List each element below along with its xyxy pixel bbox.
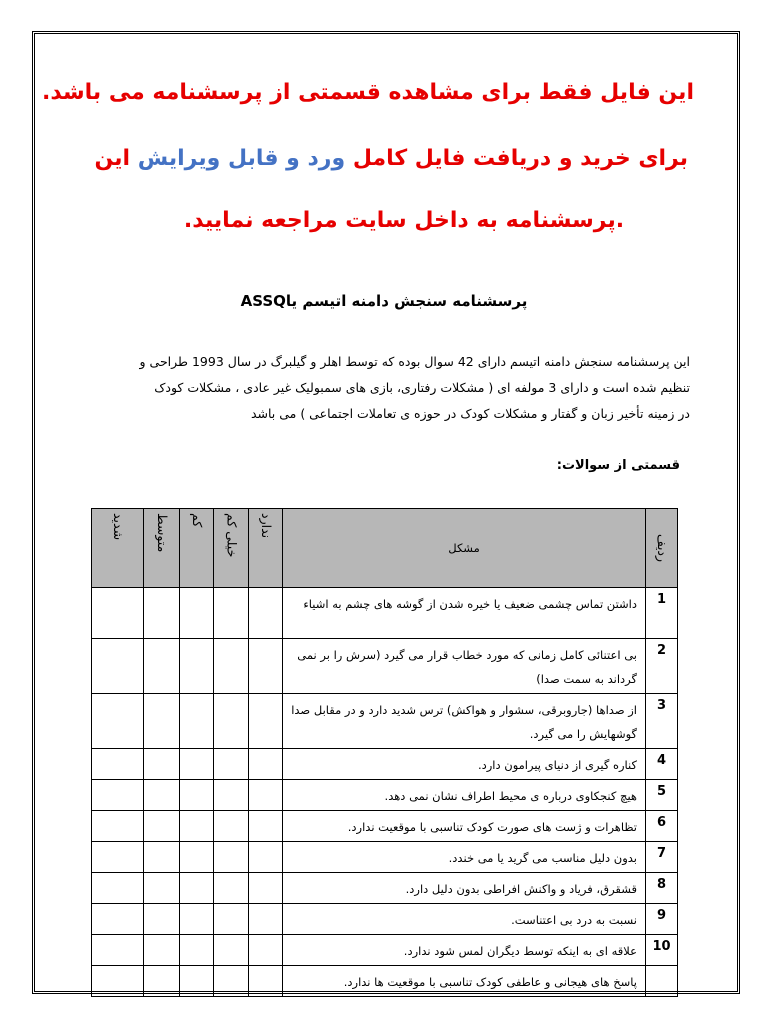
section-heading: قسمتی از سوالات:: [556, 458, 680, 473]
answer-cell-severe[interactable]: [92, 873, 144, 904]
answer-cell-very-low[interactable]: [214, 842, 249, 873]
table-row: [92, 588, 678, 639]
intro-line-2: تنظیم شده است و دارای 3 مولفه ای ( مشکلات رفتاری، بازی های سمبولیک غیر عادی ، مشکلات کودک: [154, 380, 690, 395]
answer-cell-very-low[interactable]: [214, 966, 249, 997]
row-number: 9: [646, 904, 678, 935]
header-problem-label: مشکل: [448, 541, 480, 555]
row-problem-text: نسبت به درد بی اعتناست.: [283, 904, 646, 935]
answer-cell-low[interactable]: [180, 873, 214, 904]
answer-cell-severe[interactable]: [92, 966, 144, 997]
header-very-low-label: خیلی کم: [224, 513, 240, 558]
table-row: [92, 904, 678, 935]
intro-line-3: در زمینه تأخیر زبان و گفتار و مشکلات کودک در حوزه ی تعاملات اجتماعی ) می باشد: [250, 406, 690, 421]
table-row: [92, 694, 678, 749]
answer-cell-none[interactable]: [249, 873, 283, 904]
table-row: [92, 811, 678, 842]
answer-cell-none[interactable]: [249, 639, 283, 694]
row-number: 5: [646, 780, 678, 811]
intro-paragraph: [78, 349, 690, 427]
header-medium-label: متوسط: [154, 513, 170, 553]
answer-cell-very-low[interactable]: [214, 935, 249, 966]
answer-cell-medium[interactable]: [144, 873, 180, 904]
answer-cell-very-low[interactable]: [214, 694, 249, 749]
answer-cell-low[interactable]: [180, 749, 214, 780]
answer-cell-medium[interactable]: [144, 811, 180, 842]
answer-cell-none[interactable]: [249, 842, 283, 873]
answer-cell-medium[interactable]: [144, 639, 180, 694]
answer-cell-very-low[interactable]: [214, 588, 249, 639]
answer-cell-low[interactable]: [180, 935, 214, 966]
table-row: [92, 966, 678, 997]
banner-line-2-text-b: این: [94, 146, 131, 171]
header-none-label: ندارد: [258, 513, 274, 539]
row-number: 8: [646, 873, 678, 904]
table-header-row: [92, 509, 678, 588]
header-medium: [144, 509, 180, 588]
header-none: [249, 509, 283, 588]
header-row-number: [646, 509, 678, 588]
answer-cell-low[interactable]: [180, 639, 214, 694]
row-number: 7: [646, 842, 678, 873]
answer-cell-medium[interactable]: [144, 588, 180, 639]
answer-cell-none[interactable]: [249, 749, 283, 780]
row-problem-text: بی اعتنائی کامل زمانی که مورد خطاب قرار می گیرد (سرش را بر نمی گرداند به سمت صدا): [283, 639, 646, 694]
answer-cell-very-low[interactable]: [214, 904, 249, 935]
table-row: [92, 780, 678, 811]
answer-cell-none[interactable]: [249, 780, 283, 811]
row-problem-text: کناره گیری از دنیای پیرامون دارد.: [283, 749, 646, 780]
answer-cell-none[interactable]: [249, 935, 283, 966]
answer-cell-low[interactable]: [180, 588, 214, 639]
answer-cell-severe[interactable]: [92, 780, 144, 811]
banner-line-3: [40, 208, 728, 233]
row-problem-text: از صداها (جاروبرقی، سشوار و هواکش) ترس شدید دارد و در مقابل صدا گوشهایش را می گیرد.: [283, 694, 646, 749]
header-row-number-label: ردیف: [654, 534, 670, 563]
row-problem-text: علاقه ای به اینکه توسط دیگران لمس شود ندارد.: [283, 935, 646, 966]
document-title: پرسشنامه سنجش دامنه اتیسم یاASSQ: [240, 292, 528, 310]
answer-cell-medium[interactable]: [144, 749, 180, 780]
answer-cell-low[interactable]: [180, 842, 214, 873]
header-very-low: [214, 509, 249, 588]
row-problem-text: قشقرق، فریاد و واکنش افراطی بدون دلیل دارد.: [283, 873, 646, 904]
table-row: [92, 639, 678, 694]
header-severe-label: شدید: [110, 513, 126, 541]
answer-cell-medium[interactable]: [144, 780, 180, 811]
row-problem-text: پاسخ های هیجانی و عاطفی کودک تناسبی با موقعیت ها ندارد.: [283, 966, 646, 997]
answer-cell-severe[interactable]: [92, 694, 144, 749]
answer-cell-medium[interactable]: [144, 904, 180, 935]
row-problem-text: هیچ کنجکاوی درباره ی محیط اطراف نشان نمی دهد.: [283, 780, 646, 811]
answer-cell-none[interactable]: [249, 694, 283, 749]
answer-cell-medium[interactable]: [144, 842, 180, 873]
row-problem-text: تظاهرات و ژست های صورت کودک تناسبی با موقعیت ندارد.: [283, 811, 646, 842]
answer-cell-very-low[interactable]: [214, 780, 249, 811]
answer-cell-medium[interactable]: [144, 694, 180, 749]
answer-cell-very-low[interactable]: [214, 873, 249, 904]
banner-line-3-text: .پرسشنامه به داخل سایت مراجعه نمایید.: [183, 208, 625, 233]
answer-cell-medium[interactable]: [144, 966, 180, 997]
answer-cell-none[interactable]: [249, 811, 283, 842]
answer-cell-low[interactable]: [180, 780, 214, 811]
answer-cell-medium[interactable]: [144, 935, 180, 966]
header-problem: [283, 509, 646, 588]
row-number: 10: [646, 935, 678, 966]
answer-cell-none[interactable]: [249, 588, 283, 639]
answer-cell-low[interactable]: [180, 904, 214, 935]
header-severe: [92, 509, 144, 588]
table-row: [92, 873, 678, 904]
answer-cell-very-low[interactable]: [214, 811, 249, 842]
answer-cell-severe[interactable]: [92, 842, 144, 873]
intro-line-1: این پرسشنامه سنجش دامنه اتیسم دارای 42 سوال بوده که توسط اهلر و گیلبرگ در سال 1993 طراحی و: [139, 354, 690, 369]
row-number: [646, 966, 678, 997]
answer-cell-low[interactable]: [180, 811, 214, 842]
table-row: [92, 749, 678, 780]
header-low-label: کم: [189, 513, 205, 528]
answer-cell-severe[interactable]: [92, 904, 144, 935]
row-number: 3: [646, 694, 678, 749]
row-number: 1: [646, 588, 678, 639]
header-low: [180, 509, 214, 588]
table-row: [92, 935, 678, 966]
banner-highlight-word-editable: ورد و قابل ویرایش: [137, 146, 346, 171]
answer-cell-severe[interactable]: [92, 588, 144, 639]
banner-line-1-text: این فایل فقط برای مشاهده قسمتی از پرسشنامه می باشد.: [41, 80, 694, 105]
row-number: 6: [646, 811, 678, 842]
answer-cell-none[interactable]: [249, 904, 283, 935]
banner-line-2-text-a: برای خرید و دریافت فایل کامل: [352, 146, 688, 171]
answer-cell-severe[interactable]: [92, 811, 144, 842]
row-problem-text: داشتن تماس چشمی ضعیف یا خیره شدن از گوشه های چشم به اشیاء: [283, 588, 646, 639]
answer-cell-very-low[interactable]: [214, 639, 249, 694]
row-problem-text: بدون دلیل مناسب می گرید یا می خندد.: [283, 842, 646, 873]
answer-cell-low[interactable]: [180, 966, 214, 997]
banner-line-2: [40, 146, 728, 171]
answer-cell-none[interactable]: [249, 966, 283, 997]
row-number: 4: [646, 749, 678, 780]
answer-cell-very-low[interactable]: [214, 749, 249, 780]
table-row: [92, 842, 678, 873]
row-number: 2: [646, 639, 678, 694]
banner-line-1: [40, 80, 728, 105]
answer-cell-severe[interactable]: [92, 749, 144, 780]
questions-table: [91, 508, 678, 997]
answer-cell-low[interactable]: [180, 694, 214, 749]
answer-cell-severe[interactable]: [92, 935, 144, 966]
answer-cell-severe[interactable]: [92, 639, 144, 694]
